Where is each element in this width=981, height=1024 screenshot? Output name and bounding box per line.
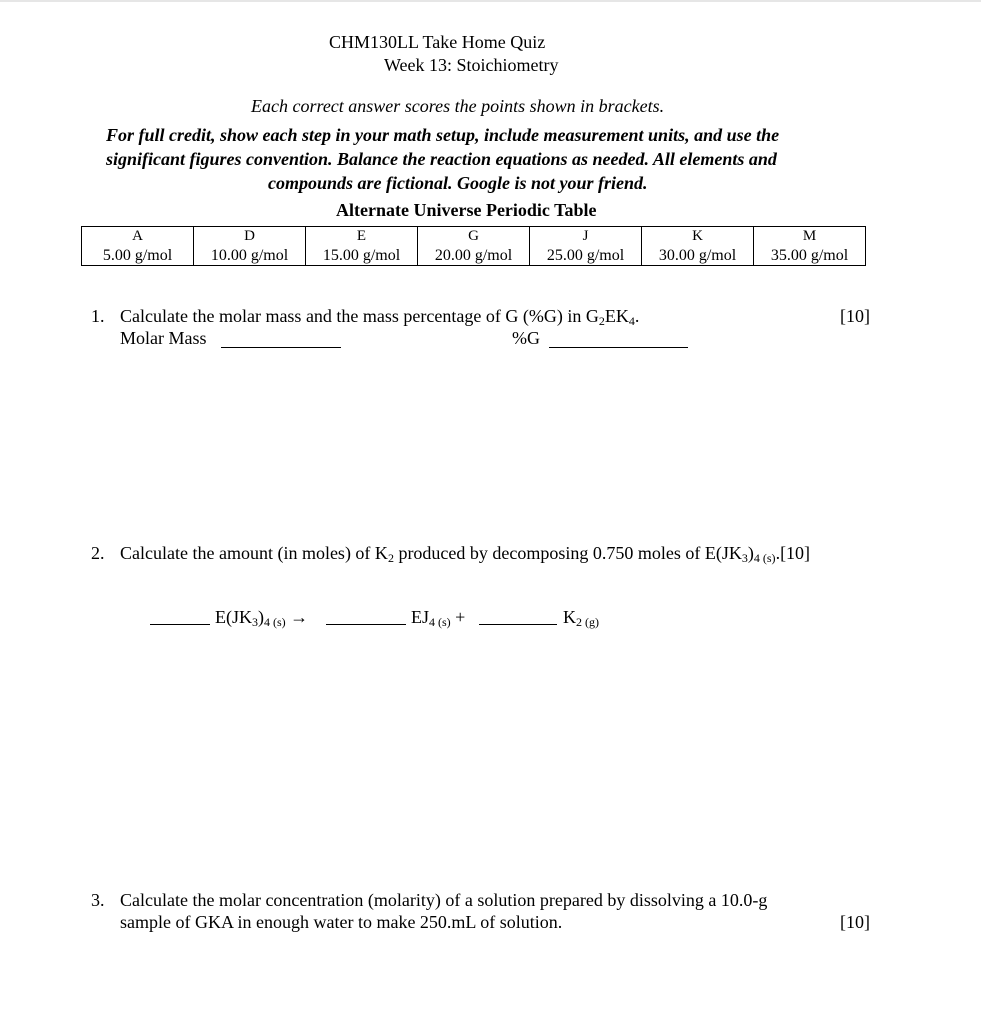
q2-sub1: 2	[387, 551, 394, 565]
eq-p2-text: K	[563, 607, 576, 627]
element-symbol: G	[418, 227, 530, 247]
equation-reactant	[215, 607, 308, 628]
equation-product-2	[563, 607, 599, 628]
eq-reactant-mid: )	[258, 607, 264, 627]
week-title: Week 13: Stoichiometry	[384, 55, 559, 75]
element-symbol: J	[530, 227, 642, 247]
element-mass: 10.00 g/mol	[194, 246, 306, 266]
eq-p1-text: EJ	[411, 607, 429, 627]
q1-text	[120, 306, 639, 327]
q2-sub3: 4 (s)	[753, 551, 776, 565]
reaction-arrow-icon: →	[290, 607, 309, 627]
eq-reactant-sub1: 3	[252, 615, 258, 629]
q2-text-mid: produced by decomposing 0.750 moles of E(JK	[393, 543, 742, 563]
element-mass: 35.00 g/mol	[754, 246, 866, 266]
percent-g-label: %G	[512, 328, 540, 348]
q1-text-pre: Calculate the molar mass and the mass percentage of G (%G) in G	[120, 306, 599, 326]
q3-points: [10]	[840, 912, 870, 932]
element-mass: 30.00 g/mol	[642, 246, 754, 266]
q2-text-mid2: )	[747, 543, 754, 563]
element-mass: 25.00 g/mol	[530, 246, 642, 266]
q2-text-end: .	[775, 543, 781, 563]
q3-line-2: sample of GKA in enough water to make 250.mL of solution.	[120, 912, 563, 932]
element-symbol: A	[82, 227, 194, 247]
product1-coefficient-blank[interactable]	[326, 610, 406, 625]
q1-text-mid: EK	[604, 306, 629, 326]
element-symbol: M	[754, 227, 866, 247]
q2-text-pre: Calculate the amount (in moles) of K	[120, 543, 388, 563]
periodic-table	[81, 226, 866, 266]
q1-sub2: 4	[628, 314, 635, 328]
element-symbol: D	[194, 227, 306, 247]
mass-row	[82, 246, 866, 266]
q2-number: 2.	[91, 543, 105, 563]
q3-line-1: Calculate the molar concentration (molarity) of a solution prepared by dissolving a 10.0-g	[120, 890, 768, 910]
product2-coefficient-blank[interactable]	[479, 610, 557, 625]
q1-points: [10]	[840, 306, 870, 326]
eq-reactant-text: E(JK	[215, 607, 252, 627]
q3-number: 3.	[91, 890, 105, 910]
q1-sub1: 2	[598, 314, 605, 328]
q1-text-end: .	[634, 306, 640, 326]
element-mass: 5.00 g/mol	[82, 246, 194, 266]
reactant-coefficient-blank[interactable]	[150, 610, 210, 625]
q1-number: 1.	[91, 306, 105, 326]
percent-g-answer-blank[interactable]	[549, 333, 688, 348]
plus-sign: +	[455, 607, 466, 627]
q2-points: [10]	[780, 543, 811, 563]
scoring-note: Each correct answer scores the points shown in brackets.	[251, 96, 665, 116]
top-border	[0, 0, 981, 2]
course-title: CHM130LL Take Home Quiz	[329, 32, 546, 52]
periodic-table-title: Alternate Universe Periodic Table	[336, 200, 597, 220]
instructions-line-1: For full credit, show each step in your math setup, include measurement units, and use the	[106, 125, 780, 145]
eq-p1-sub: 4 (s)	[429, 615, 451, 629]
instructions-line-3: compounds are fictional. Google is not your friend.	[268, 173, 648, 193]
molar-mass-label: Molar Mass	[120, 328, 207, 348]
equation-product-1	[411, 607, 465, 628]
molar-mass-answer-blank[interactable]	[221, 333, 341, 348]
q2-text	[120, 543, 810, 564]
eq-reactant-sub2: 4 (s)	[264, 615, 286, 629]
element-mass: 20.00 g/mol	[418, 246, 530, 266]
element-mass: 15.00 g/mol	[306, 246, 418, 266]
element-symbol: K	[642, 227, 754, 247]
q2-sub2: 3	[741, 551, 748, 565]
symbol-row	[82, 227, 866, 247]
eq-p2-sub: 2 (g)	[576, 615, 599, 629]
element-symbol: E	[306, 227, 418, 247]
instructions-line-2: significant figures convention. Balance the reaction equations as needed. All elements and	[106, 149, 777, 169]
